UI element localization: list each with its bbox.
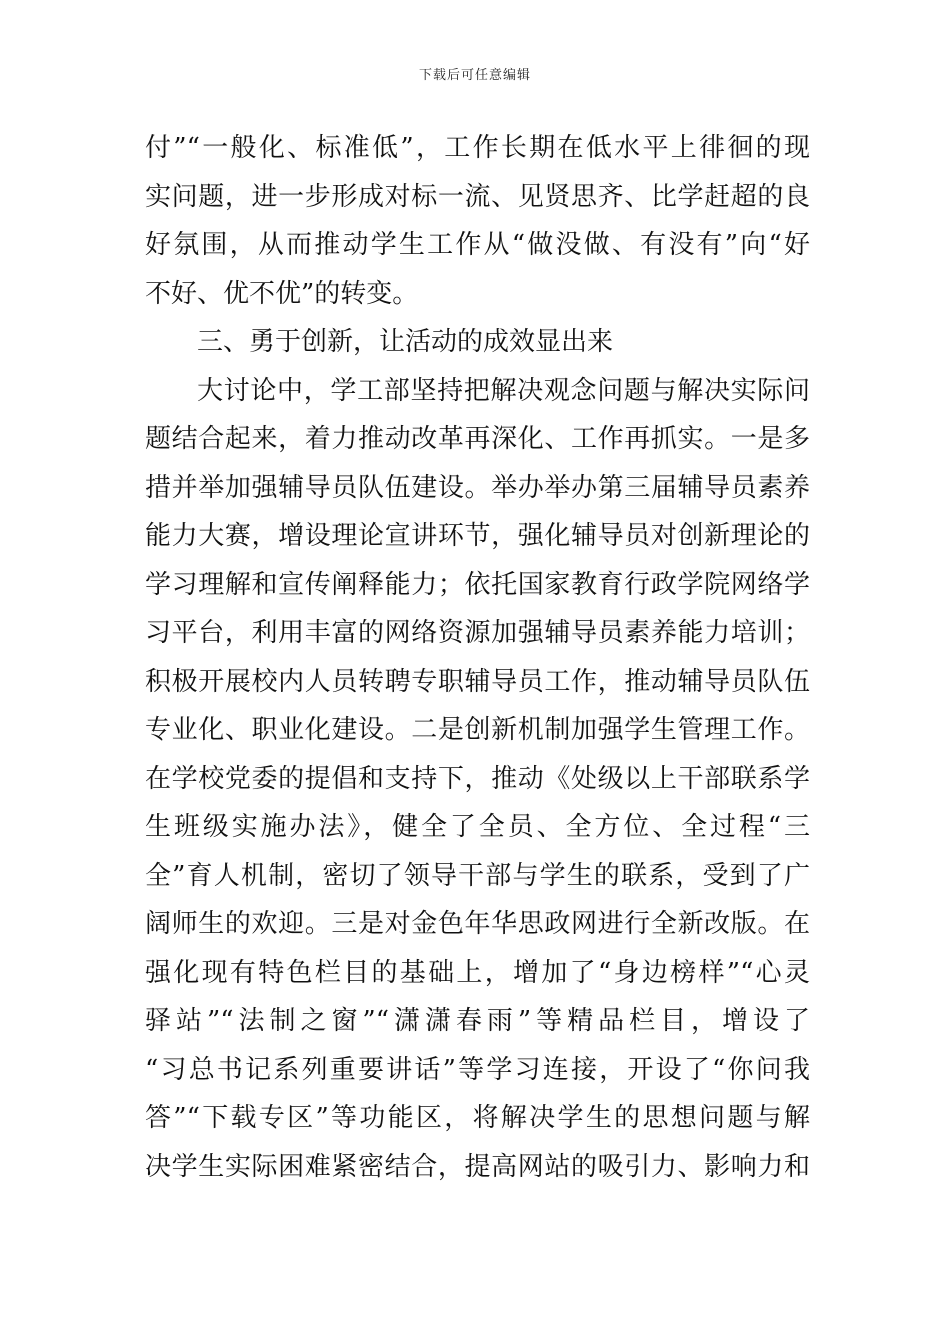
text-line: 在学校党委的提倡和支持下，推动《处级以上干部联系学 bbox=[145, 763, 810, 794]
text-line: 好氛围，从而推动学生工作从“做没做、有没有”向“好 bbox=[145, 230, 810, 260]
text-line: 付”“一般化、标准低”，工作长期在低水平上徘徊的现 bbox=[145, 133, 810, 163]
text-line: 学习理解和宣传阐释能力；依托国家教育行政学院网络学 bbox=[145, 569, 810, 600]
section-heading: 三、勇于创新，让活动的成效显出来 bbox=[197, 327, 614, 357]
text-line: 决学生实际困难紧密结合，提高网站的吸引力、影响力和 bbox=[145, 1151, 810, 1182]
text-line: 大讨论中，学工部坚持把解决观念问题与解决实际问 bbox=[197, 375, 810, 406]
text-line: 措并举加强辅导员队伍建设。举办举办第三届辅导员素养 bbox=[145, 472, 810, 503]
text-line: 题结合起来，着力推动改革再深化、工作再抓实。一是多 bbox=[145, 424, 810, 454]
text-line: 强化现有特色栏目的基础上，增加了“身边榜样”“心灵 bbox=[145, 957, 810, 988]
text-line: 专业化、职业化建设。二是创新机制加强学生管理工作。 bbox=[145, 715, 810, 745]
text-line: 全”育人机制，密切了领导干部与学生的联系，受到了广 bbox=[145, 860, 810, 891]
text-line: “习总书记系列重要讲话”等学习连接，开设了“你问我 bbox=[145, 1054, 810, 1085]
text-line: 阔师生的欢迎。三是对金色年华思政网进行全新改版。在 bbox=[145, 909, 810, 939]
text-line: 积极开展校内人员转聘专职辅导员工作，推动辅导员队伍 bbox=[145, 666, 810, 697]
page-header: 下载后可任意编辑 bbox=[418, 68, 531, 83]
text-line: 实问题，进一步形成对标一流、见贤思齐、比学赶超的良 bbox=[145, 181, 810, 212]
text-line: 驿站”“法制之窗”“潇潇春雨”等精品栏目，增设了 bbox=[145, 1006, 810, 1036]
text-line: 不好、优不优”的转变。 bbox=[145, 278, 419, 309]
text-line: 能力大赛，增设理论宣讲环节，强化辅导员对创新理论的 bbox=[145, 521, 810, 551]
text-line: 习平台，利用丰富的网络资源加强辅导员素养能力培训； bbox=[145, 618, 810, 648]
text-line: 答”“下载专区”等功能区，将解决学生的思想问题与解 bbox=[145, 1103, 810, 1133]
document-body bbox=[145, 124, 810, 1191]
text-line: 生班级实施办法》，健全了全员、全方位、全过程“三 bbox=[145, 812, 810, 842]
